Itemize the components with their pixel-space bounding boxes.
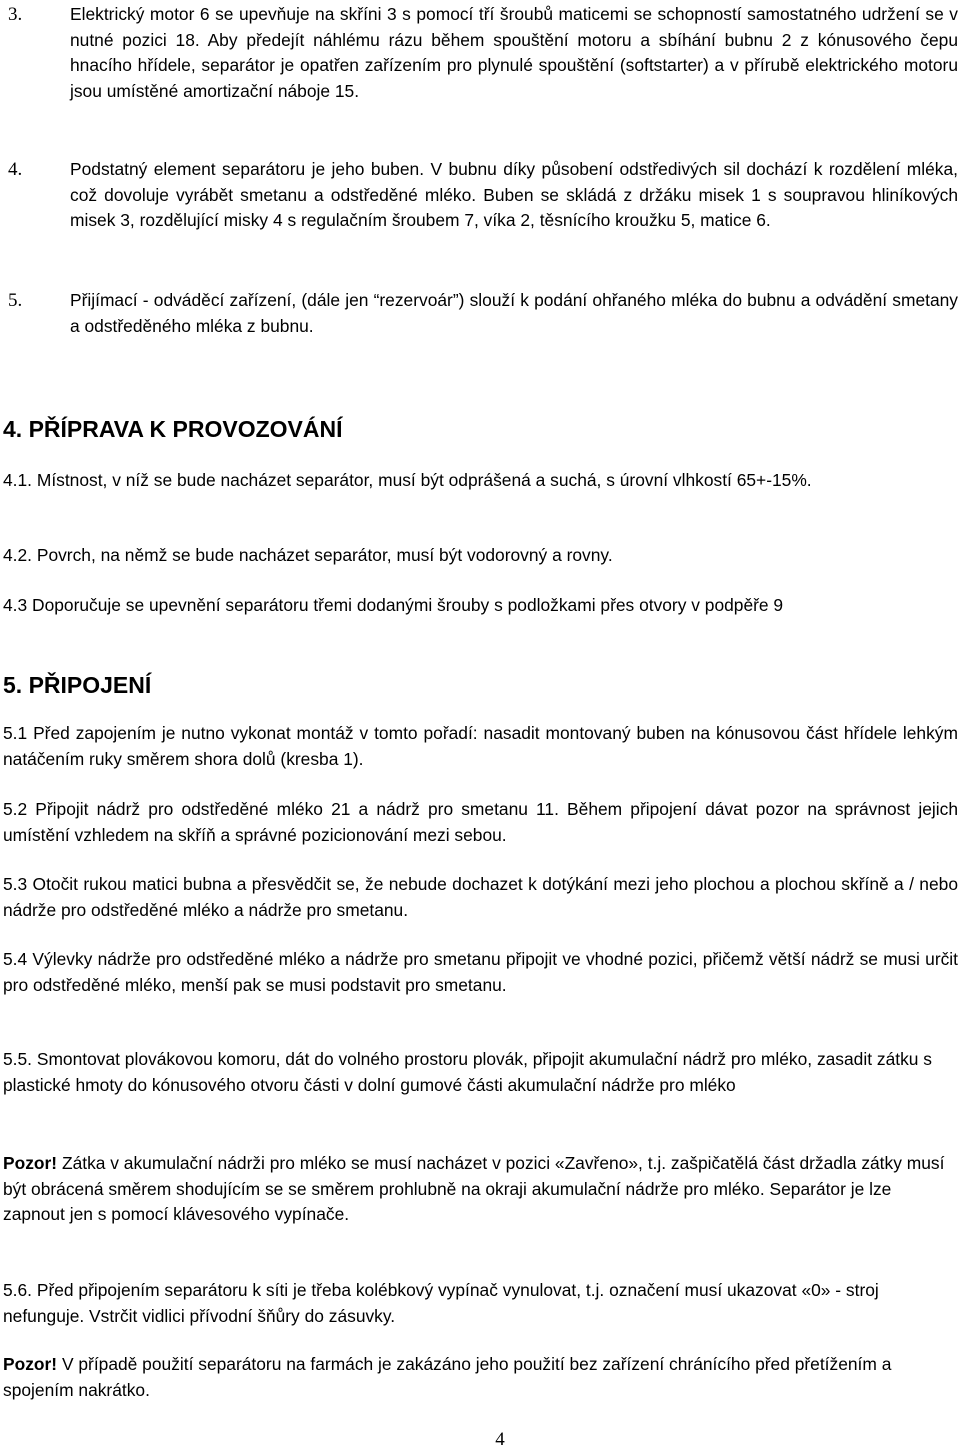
warning-text: V případě použití separátoru na farmách je zakázáno jeho použití bez zařízení chránícího před přetížením a spojením nakrátko.: [3, 1354, 892, 1400]
paragraph-5-2: 5.2 Připojit nádrž pro odstředěné mléko 21 a nádrž pro smetanu 11. Během připojení dávat pozor na správnost jejich umístění vzhledem na skříň a správné pozicionování mezi sebou.: [3, 799, 958, 845]
section-5-heading: 5. PŘIPOJENÍ: [3, 672, 152, 698]
warning-label: Pozor!: [3, 1354, 58, 1374]
paragraph-5-4: 5.4 Výlevky nádrže pro odstředěné mléko a nádrže pro smetanu připojit ve vhodné pozici, přičemž větší nádrž se musi určit pro odstředěné mléko, menší pak se musi podstavit pro smetanu.: [3, 949, 958, 995]
warning-text: Zátka v akumulační nádrži pro mléko se musí nacházet v pozici «Zavřeno», t.j. zašpičatělá část držadla zátky musí být obrácená směrem shodujícím se se směrem prohlubně na okraji akumulační nádrže pro mléko. Separátor je lze zapnout jen s pomocí klávesového vypínače.: [3, 1153, 945, 1224]
paragraph-5-3: 5.3 Otočit rukou matici bubna a přesvědčit se, že nebude dochazet k dotýkání mezi jeho plochou a plochou skříně a / nebo nádrže pro odstředěné mléko a nádrže pro smetanu.: [3, 874, 958, 920]
list-item-3: [0, 2, 960, 104]
paragraph-4-1: 4.1. Místnost, v níž se bude nacházet separátor, musí být odprášená a suchá, s úrovní vlhkostí 65+-15%.: [3, 470, 812, 490]
list-number: 3.: [8, 4, 23, 25]
paragraph-4-3: 4.3 Doporučuje se upevnění separátoru třemi dodanými šrouby s podložkami přes otvory v podpěře 9: [3, 595, 784, 615]
list-number: 5.: [8, 290, 23, 311]
warning-paragraph-1: [3, 1151, 958, 1228]
paragraph-5-5: 5.5. Smontovat plovákovou komoru, dát do volného prostoru plovák, připojit akumulační nádrž pro mléko, zasadit zátku s plastické hmoty do kónusového otvoru části v dolní gumové části akumulační nádrže pro mléko: [3, 1049, 932, 1095]
section-4-heading: 4. PŘÍPRAVA K PROVOZOVÁNÍ: [3, 416, 343, 442]
warning-label: Pozor!: [3, 1153, 58, 1173]
warning-paragraph-2: [3, 1352, 958, 1403]
page-number: 4: [495, 1429, 505, 1450]
list-text: Přijímací - odváděcí zařízení, (dále jen “rezervoár”) slouží k podání ohřaného mléka do bubnu a odvádění smetany a odstředěného mléka z bubnu.: [70, 290, 958, 336]
paragraph-4-2: 4.2. Povrch, na němž se bude nacházet separátor, musí být vodorovný a rovny.: [3, 545, 613, 565]
list-text: Podstatný element separátoru je jeho buben. V bubnu díky působení odstředivých sil dochází k rozdělení mléka, což dovoluje vyrábět smetanu a odstředěné mléko. Buben se skládá z držáku misek 1 s soupravou hliníkových misek 3, rozdělující misky 4 s regulačním šroubem 7, víka 2, těsnícího kroužku 5, matice 6.: [70, 159, 958, 230]
list-item-4: [0, 157, 960, 234]
list-item-5: [0, 288, 960, 339]
paragraph-5-1: 5.1 Před zapojením je nutno vykonat montáž v tomto pořadí: nasadit montovaný buben na kónusovou část hřídele lehkým natáčením ruky směrem shora dolů (kresba 1).: [3, 723, 958, 769]
paragraph-5-6: 5.6. Před připojením separátoru k síti je třeba kolébkový vypínač vynulovat, t.j. označení musí ukazovat «0» - stroj nefunguje. Vstrčit vidlici přívodní šňůry do zásuvky.: [3, 1280, 879, 1326]
list-text: Elektrický motor 6 se upevňuje na skříni 3 s pomocí tří šroubů maticemi se schopností samostatného udržení se v nutné pozici 18. Aby předejít náhlému rázu během spouštění motoru a sbíhání bubnu 2 z kónusového čepu hnacího hřídele, separátor je opatřen zařízením pro plynulé spouštění (softstarter) a v přírubě elektrického motoru jsou umístěné amortizační náboje 15.: [70, 4, 958, 101]
list-number: 4.: [8, 159, 23, 180]
